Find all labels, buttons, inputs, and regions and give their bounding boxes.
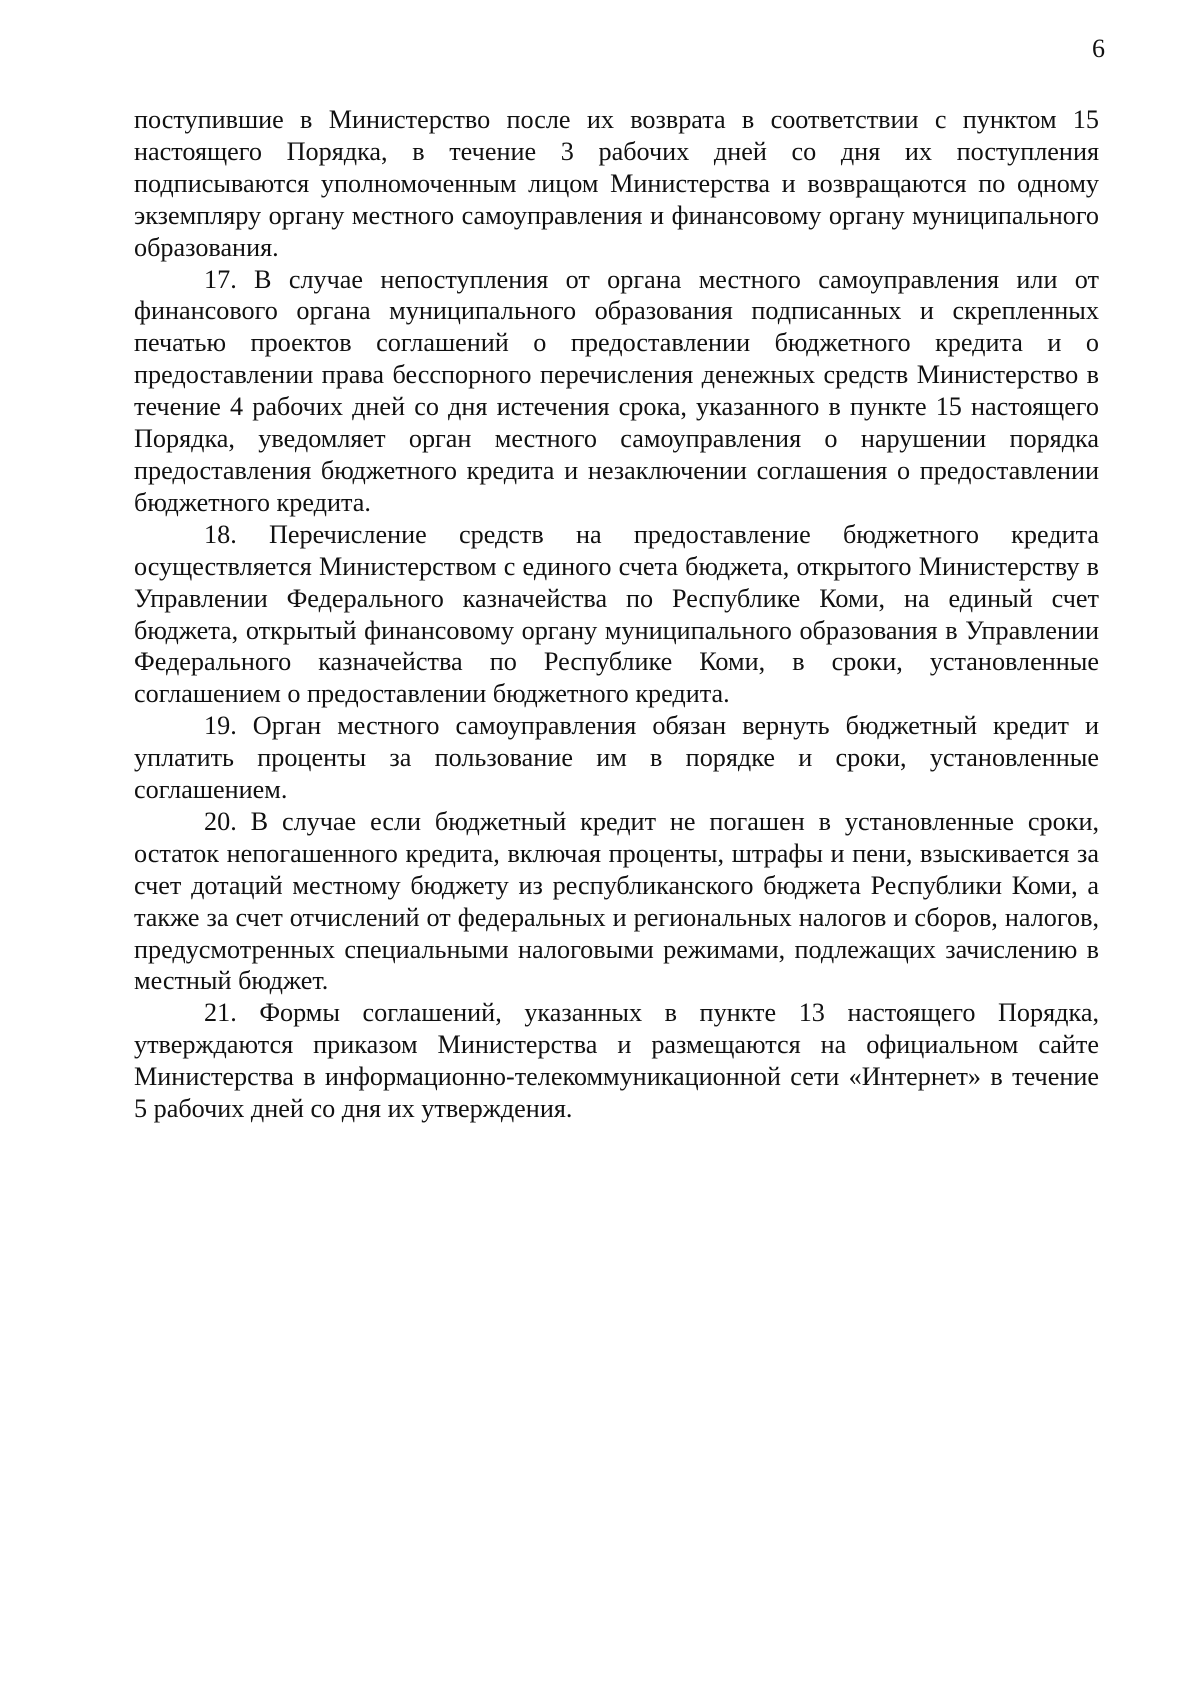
paragraph-21: 21. Формы соглашений, указанных в пункте 13 настоящего Порядка, утверждаются приказом Министерства и размещаются на официальном сайте Министерства в информационно-телекоммуникационной сети «Интернет» в течение 5 рабочих дней со дня их утверждения.	[134, 998, 1099, 1124]
paragraph-19: 19. Орган местного самоуправления обязан вернуть бюджетный кредит и уплатить проценты за пользование им в порядке и сроки, установленные соглашением.	[134, 711, 1099, 805]
paragraph-20: 20. В случае если бюджетный кредит не погашен в установленные сроки, остаток непогашенного кредита, включая проценты, штрафы и пени, взыскивается за счет дотаций местному бюджету из республиканского бюджета Республики Коми, а также за счет отчислений от федеральных и региональных налогов и сборов, налогов, предусмотренных специальными налоговыми режимами, подлежащих зачислению в местный бюджет.	[134, 806, 1099, 996]
document-body	[134, 104, 1099, 1125]
paragraph-17: 17. В случае непоступления от органа местного самоуправления или от финансового органа муниципального образования подписанных и скрепленных печатью проектов соглашений о предоставлении бюджетного кредита и о предоставлении права бесспорного перечисления денежных средств Министерство в течение 4 рабочих дней со дня истечения срока, указанного в пункте 15 настоящего Порядка, уведомляет орган местного самоуправления о нарушении порядка предоставления бюджетного кредита и незаключении соглашения о предоставлении бюджетного кредита.	[134, 264, 1099, 517]
paragraph-18: 18. Перечисление средств на предоставление бюджетного кредита осуществляется Министерством с единого счета бюджета, открытого Министерству в Управлении Федерального казначейства по Республике Коми, на единый счет бюджета, открытый финансовому органу муниципального образования в Управлении Федерального казначейства по Республике Коми, в сроки, установленные соглашением о предоставлении бюджетного кредита.	[134, 519, 1099, 709]
page-number: 6	[1092, 34, 1105, 63]
paragraph-continuation: поступившие в Министерство после их возврата в соответствии с пунктом 15 настоящего Порядка, в течение 3 рабочих дней со дня их поступления подписываются уполномоченным лицом Министерства и возвращаются по одному экземпляру органу местного самоуправления и финансовому органу муниципального образования.	[134, 105, 1099, 262]
